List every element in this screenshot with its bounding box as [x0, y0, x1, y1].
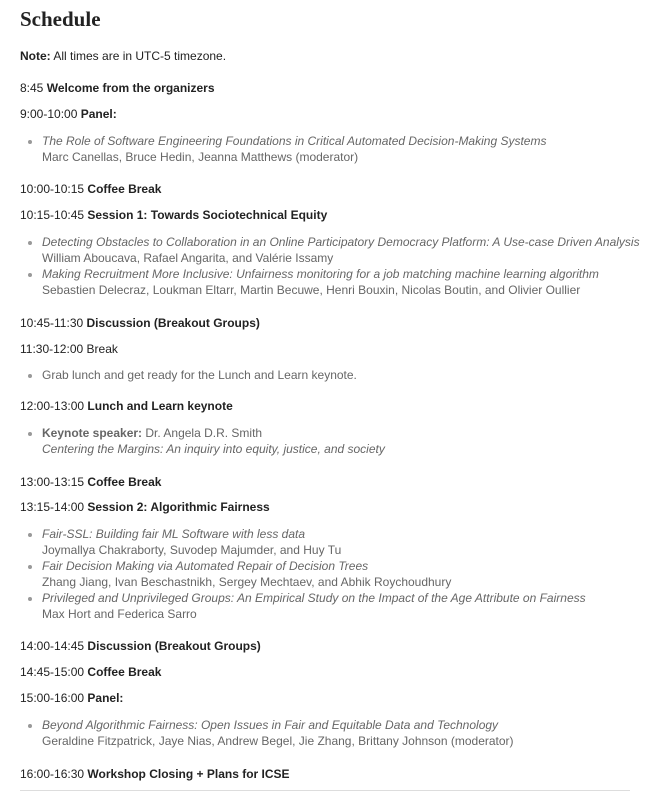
- slot-title: Session 1: Towards Sociotechnical Equity: [87, 208, 328, 222]
- slot-welcome: [20, 81, 640, 96]
- paper-title: The Role of Software Engineering Foundations in Critical Automated Decision-Making Systems: [42, 134, 547, 148]
- note-label: Note:: [20, 49, 51, 63]
- slot-title: Welcome from the organizers: [46, 81, 215, 95]
- paper-authors: Marc Canellas, Bruce Hedin, Jeanna Matthews (moderator): [42, 150, 359, 164]
- slot-panel-1: [20, 107, 640, 122]
- list-item: [42, 717, 640, 749]
- slot-session-2: [20, 500, 640, 515]
- slot-time: 16:00-16:30: [20, 767, 85, 781]
- slot-time: 14:00-14:45: [20, 639, 85, 653]
- slot-time: 13:00-13:15: [20, 475, 85, 489]
- slot-title: Panel:: [80, 107, 117, 121]
- slot-time: 10:45-11:30: [20, 316, 84, 330]
- list-item: [42, 234, 640, 266]
- slot-title: Coffee Break: [87, 475, 162, 489]
- slot-coffee-1: [20, 182, 640, 197]
- paper-authors: Joymallya Chakraborty, Suvodep Majumder, and Huy Tu: [42, 543, 342, 557]
- paper-authors: Geraldine Fitzpatrick, Jaye Nias, Andrew Begel, Jie Zhang, Brittany Johnson (moderator): [42, 734, 514, 748]
- list-item: [42, 558, 640, 590]
- list-item: [42, 266, 640, 298]
- slot-time: 9:00-10:00: [20, 107, 78, 121]
- list-item: • Grab lunch and get ready for the Lunch and Learn keynote.: [42, 367, 640, 383]
- slot-discussion-2: [20, 639, 640, 654]
- list-item: [42, 425, 640, 457]
- paper-title: Privileged and Unprivileged Groups: An Empirical Study on the Impact of the Age Attribute on Fairness: [42, 591, 586, 605]
- slot-closing: [20, 767, 640, 782]
- panel-2-list: [20, 717, 640, 749]
- paper-authors: Zhang Jiang, Ivan Beschastnikh, Sergey Mechtaev, and Abhik Roychoudhury: [42, 575, 452, 589]
- paper-authors: Max Hort and Federica Sarro: [42, 607, 197, 621]
- slot-coffee-3: [20, 665, 640, 680]
- list-item: [42, 590, 640, 622]
- slot-keynote: [20, 399, 640, 414]
- paper-authors: Sebastien Delecraz, Loukman Eltarr, Martin Becuwe, Henri Bouxin, Nicolas Boutin, and Olivier Oullier: [42, 283, 581, 297]
- paper-title: Detecting Obstacles to Collaboration in an Online Participatory Democracy Platform: A Use-case Driven Analysis: [42, 235, 640, 249]
- paper-title: Beyond Algorithmic Fairness: Open Issues in Fair and Equitable Data and Technology: [42, 718, 499, 732]
- slot-title: Coffee Break: [87, 182, 162, 196]
- slot-discussion-1: [20, 316, 640, 331]
- slot-title: Discussion (Breakout Groups): [86, 316, 260, 330]
- slot-panel-2: [20, 691, 640, 706]
- slot-time: 8:45: [20, 81, 44, 95]
- note-text: All times are in UTC-5 timezone.: [50, 49, 227, 63]
- paper-title: Fair-SSL: Building fair ML Software with less data: [42, 527, 306, 541]
- keynote-speaker-label: Keynote speaker:: [42, 426, 143, 440]
- paper-authors: William Aboucava, Rafael Angarita, and Valérie Issamy: [42, 251, 334, 265]
- slot-time: 14:45-15:00: [20, 665, 85, 679]
- paper-title: Fair Decision Making via Automated Repair of Decision Trees: [42, 559, 369, 573]
- slot-title: Break: [86, 342, 118, 356]
- paper-title: Making Recruitment More Inclusive: Unfairness monitoring for a job matching machine learning algorithm: [42, 267, 599, 281]
- footer-divider: [20, 790, 630, 791]
- session-1-list: [20, 234, 640, 298]
- slot-time: 10:15-10:45: [20, 208, 85, 222]
- keynote-list: [20, 425, 640, 457]
- slot-break: [20, 342, 640, 357]
- slot-time: 12:00-13:00: [20, 399, 85, 413]
- slot-session-1: [20, 208, 640, 223]
- panel-1-list: [20, 133, 640, 165]
- slot-time: 11:30-12:00: [20, 342, 84, 356]
- session-2-list: [20, 526, 640, 622]
- slot-time: 10:00-10:15: [20, 182, 85, 196]
- slot-title: Workshop Closing + Plans for ICSE: [87, 767, 290, 781]
- break-list: [20, 367, 640, 383]
- keynote-talk-title: Centering the Margins: An inquiry into equity, justice, and society: [42, 442, 385, 456]
- list-item: [42, 526, 640, 558]
- slot-title: Coffee Break: [87, 665, 162, 679]
- slot-title: Session 2: Algorithmic Fairness: [87, 500, 270, 514]
- page-title: Schedule: [20, 7, 101, 31]
- slot-coffee-2: [20, 475, 640, 490]
- slot-time: 13:15-14:00: [20, 500, 85, 514]
- keynote-speaker: Dr. Angela D.R. Smith: [142, 426, 263, 440]
- slot-time: 15:00-16:00: [20, 691, 85, 705]
- slot-title: Discussion (Breakout Groups): [87, 639, 261, 653]
- list-item: [42, 133, 640, 165]
- slot-title: Lunch and Learn keynote: [87, 399, 233, 413]
- slot-title: Panel:: [87, 691, 124, 705]
- timezone-note: [20, 49, 640, 64]
